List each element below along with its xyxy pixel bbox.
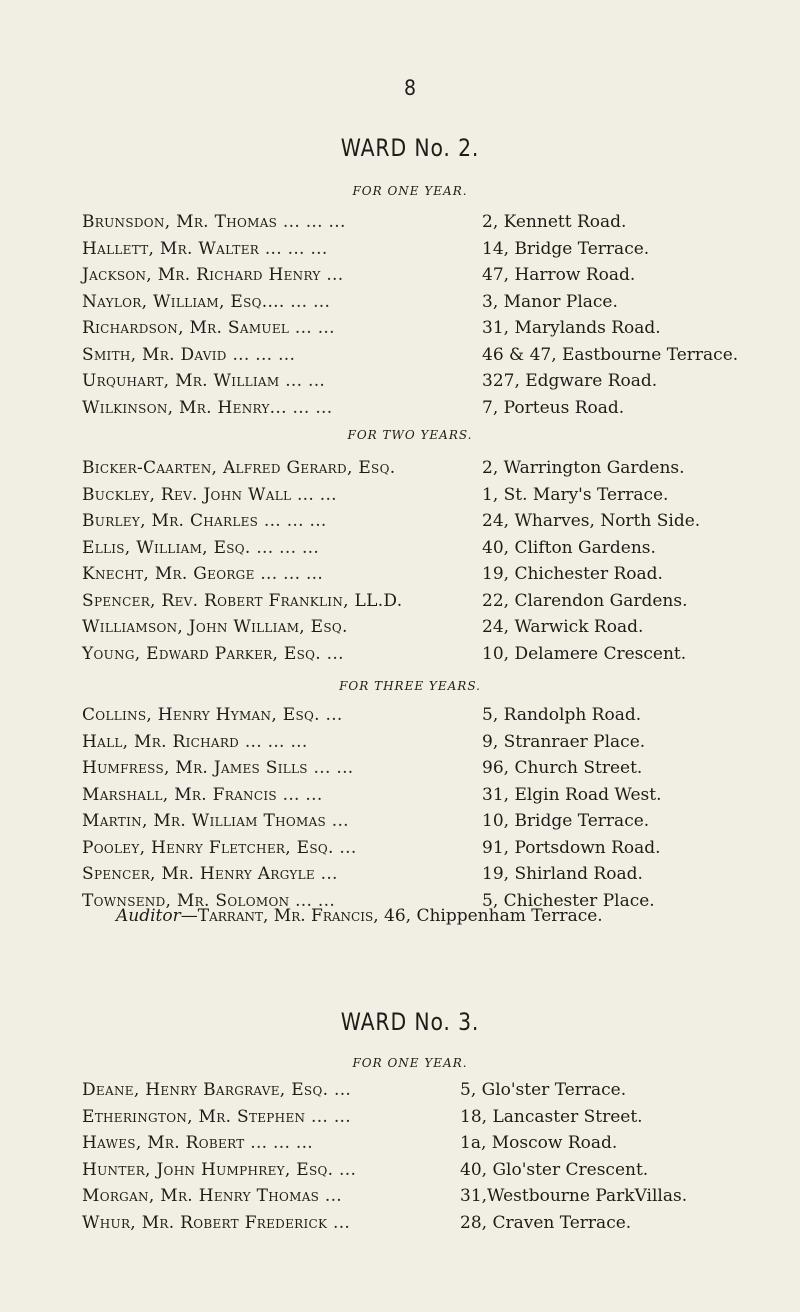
dot-leader: ... ... ... bbox=[277, 212, 346, 232]
member-address: 91, Portsdown Road. bbox=[482, 837, 661, 858]
ward-3-one-year-heading: FOR ONE YEAR. bbox=[352, 1056, 468, 1070]
dot-leader: ... ... bbox=[279, 371, 326, 391]
list-item bbox=[82, 538, 760, 564]
member-address: 40, Clifton Gardens. bbox=[482, 537, 656, 558]
member-address: 3, Manor Place. bbox=[482, 291, 618, 312]
member-address: 10, Bridge Terrace. bbox=[482, 811, 650, 831]
member-name: Etherington, Mr. Stephen ... ... bbox=[82, 1106, 351, 1127]
member-address: 22, Clarendon Gardens. bbox=[482, 590, 688, 611]
member-address: 31,Westbourne ParkVillas. bbox=[460, 1186, 688, 1206]
list-item bbox=[82, 1213, 760, 1239]
member-address: 24, Warwick Road. bbox=[482, 617, 644, 637]
list-item bbox=[82, 617, 760, 643]
dot-leader: ... ... ... bbox=[250, 537, 320, 558]
member-name: Williamson, John William, Esq. bbox=[82, 617, 348, 637]
member-address: 2, Kennett Road. bbox=[482, 212, 627, 232]
member-address: 5, Randolph Road. bbox=[482, 705, 642, 725]
list-item bbox=[82, 705, 760, 731]
member-name: Urquhart, Mr. William ... ... bbox=[82, 371, 326, 391]
dot-leader: ... ... ... bbox=[259, 238, 328, 259]
member-name: Burley, Mr. Charles ... ... ... bbox=[82, 511, 327, 531]
dot-leader: ... ... bbox=[289, 890, 336, 911]
list-item bbox=[82, 458, 760, 484]
member-address: 31, Marylands Road. bbox=[482, 318, 661, 338]
list-item bbox=[82, 591, 760, 617]
page-number: 8 bbox=[403, 76, 417, 100]
list-item bbox=[82, 371, 760, 397]
list-item bbox=[82, 345, 760, 371]
member-name: Collins, Henry Hyman, Esq. ... bbox=[82, 705, 343, 725]
dot-leader: ... ... bbox=[286, 397, 333, 418]
dot-leader: ... ... bbox=[276, 784, 323, 805]
member-address: 96, Church Street. bbox=[482, 758, 643, 778]
dot-leader: ... bbox=[319, 705, 343, 725]
ward-2-one-year-heading: FOR ONE YEAR. bbox=[352, 184, 468, 198]
member-name: Bicker-Caarten, Alfred Gerard, Esq. bbox=[82, 458, 396, 478]
member-address: 1, St. Mary's Terrace. bbox=[482, 484, 669, 505]
list-item bbox=[82, 1080, 760, 1106]
member-address: 19, Chichester Road. bbox=[482, 564, 663, 584]
member-name: Marshall, Mr. Francis ... ... bbox=[82, 784, 323, 805]
member-name: Spencer, Mr. Henry Argyle ... bbox=[82, 864, 338, 884]
list-item bbox=[82, 811, 760, 837]
member-address: 47, Harrow Road. bbox=[482, 265, 636, 285]
member-name: Hunter, John Humphrey, Esq. ... bbox=[82, 1159, 357, 1180]
auditor-label: Auditor bbox=[116, 906, 181, 926]
list-item bbox=[82, 564, 760, 590]
member-name: Knecht, Mr. George ... ... ... bbox=[82, 564, 324, 584]
member-name: Townsend, Mr. Solomon ... ... bbox=[82, 890, 336, 911]
member-name: Humfress, Mr. James Sills ... ... bbox=[82, 758, 354, 778]
ward-2-title: WARD No. 2. bbox=[340, 134, 480, 162]
dot-leader: ... ... ... bbox=[239, 731, 308, 752]
dot-leader: ... ... bbox=[291, 484, 337, 505]
dot-leader: ... bbox=[320, 643, 344, 664]
dot-leader: ... bbox=[320, 265, 344, 285]
member-address: 10, Delamere Crescent. bbox=[482, 643, 687, 664]
member-name: Hawes, Mr. Robert ... ... ... bbox=[82, 1133, 313, 1153]
list-item bbox=[82, 398, 760, 424]
dot-leader: ... bbox=[328, 1080, 352, 1100]
dot-leader: ... ... ... bbox=[258, 511, 327, 531]
member-name: Whur, Mr. Robert Frederick ... bbox=[82, 1212, 351, 1233]
list-item bbox=[82, 292, 760, 318]
list-item bbox=[82, 318, 760, 344]
auditor-line bbox=[116, 906, 603, 926]
list-item bbox=[82, 864, 760, 890]
dot-leader: ... bbox=[314, 864, 338, 884]
list-item bbox=[82, 1107, 760, 1133]
list-item bbox=[82, 838, 760, 864]
member-address: 40, Glo'ster Crescent. bbox=[460, 1159, 649, 1180]
dot-leader: ... bbox=[326, 811, 349, 831]
member-address: 18, Lancaster Street. bbox=[460, 1106, 643, 1127]
member-address: 31, Elgin Road West. bbox=[482, 784, 662, 805]
member-address: 24, Wharves, North Side. bbox=[482, 511, 701, 531]
member-name: Deane, Henry Bargrave, Esq. ... bbox=[82, 1080, 352, 1100]
member-name: Hallett, Mr. Walter ... ... ... bbox=[82, 238, 328, 259]
member-address: 14, Bridge Terrace. bbox=[482, 238, 650, 259]
dot-leader: ... ... bbox=[284, 291, 331, 312]
list-item bbox=[82, 644, 760, 670]
member-address: 9, Stranraer Place. bbox=[482, 731, 646, 752]
member-address: 327, Edgware Road. bbox=[482, 371, 658, 391]
member-address: 5, Chichester Place. bbox=[482, 890, 655, 911]
member-name: Martin, Mr. William Thomas ... bbox=[82, 811, 349, 831]
list-item bbox=[82, 511, 760, 537]
member-address: 7, Porteus Road. bbox=[482, 397, 625, 418]
dot-leader: ... bbox=[327, 1212, 351, 1233]
auditor-address: 46, Chippenham Terrace. bbox=[384, 906, 603, 926]
member-name: Wilkinson, Mr. Henry... ... ... bbox=[82, 397, 333, 418]
member-name: Hall, Mr. Richard ... ... ... bbox=[82, 731, 308, 752]
member-name: Richardson, Mr. Samuel ... ... bbox=[82, 318, 335, 338]
member-name: Ellis, William, Esq. ... ... ... bbox=[82, 537, 320, 558]
dot-leader: ... bbox=[319, 1186, 343, 1206]
ward-2-three-years-heading: FOR THREE YEARS. bbox=[339, 679, 481, 693]
member-name: Spencer, Rev. Robert Franklin, LL.D. bbox=[82, 590, 403, 611]
dot-leader: ... ... ... bbox=[254, 564, 324, 584]
dot-leader: ... ... ... bbox=[226, 344, 296, 365]
list-item bbox=[82, 265, 760, 291]
member-address: 46 & 47, Eastbourne Terrace. bbox=[482, 344, 739, 365]
member-address: 5, Glo'ster Terrace. bbox=[460, 1080, 627, 1100]
member-address: 2, Warrington Gardens. bbox=[482, 458, 685, 478]
list-item bbox=[82, 1186, 760, 1212]
list-item bbox=[82, 239, 760, 265]
ward-2-two-years-heading: FOR TWO YEARS. bbox=[347, 428, 473, 442]
list-item bbox=[82, 485, 760, 511]
list-item bbox=[82, 785, 760, 811]
ward-3-title: WARD No. 3. bbox=[340, 1008, 480, 1036]
member-name: Smith, Mr. David ... ... ... bbox=[82, 344, 296, 365]
dot-leader: ... ... bbox=[305, 1106, 351, 1127]
member-name: Naylor, William, Esq.... ... ... bbox=[82, 291, 331, 312]
member-address: 19, Shirland Road. bbox=[482, 864, 643, 884]
list-item bbox=[82, 212, 760, 238]
list-item bbox=[82, 732, 760, 758]
auditor-name: Tarrant, Mr. Francis, bbox=[197, 906, 379, 926]
member-address: 1a, Moscow Road. bbox=[460, 1133, 618, 1153]
dot-leader: ... ... bbox=[307, 758, 354, 778]
member-name: Young, Edward Parker, Esq. ... bbox=[82, 643, 344, 664]
member-name: Jackson, Mr. Richard Henry ... bbox=[82, 265, 344, 285]
member-name: Morgan, Mr. Henry Thomas ... bbox=[82, 1186, 343, 1206]
dot-leader: ... ... bbox=[289, 318, 335, 338]
member-name: Brunsdon, Mr. Thomas ... ... ... bbox=[82, 212, 346, 232]
dot-leader: ... ... ... bbox=[244, 1133, 313, 1153]
member-name: Buckley, Rev. John Wall ... ... bbox=[82, 484, 337, 505]
dot-leader: ... bbox=[333, 1159, 357, 1180]
member-name: Pooley, Henry Fletcher, Esq. ... bbox=[82, 837, 357, 858]
list-item bbox=[82, 1160, 760, 1186]
list-item bbox=[82, 758, 760, 784]
list-item bbox=[82, 1133, 760, 1159]
member-address: 28, Craven Terrace. bbox=[460, 1212, 632, 1233]
auditor-dash: — bbox=[180, 906, 198, 926]
dot-leader: ... bbox=[333, 837, 357, 858]
